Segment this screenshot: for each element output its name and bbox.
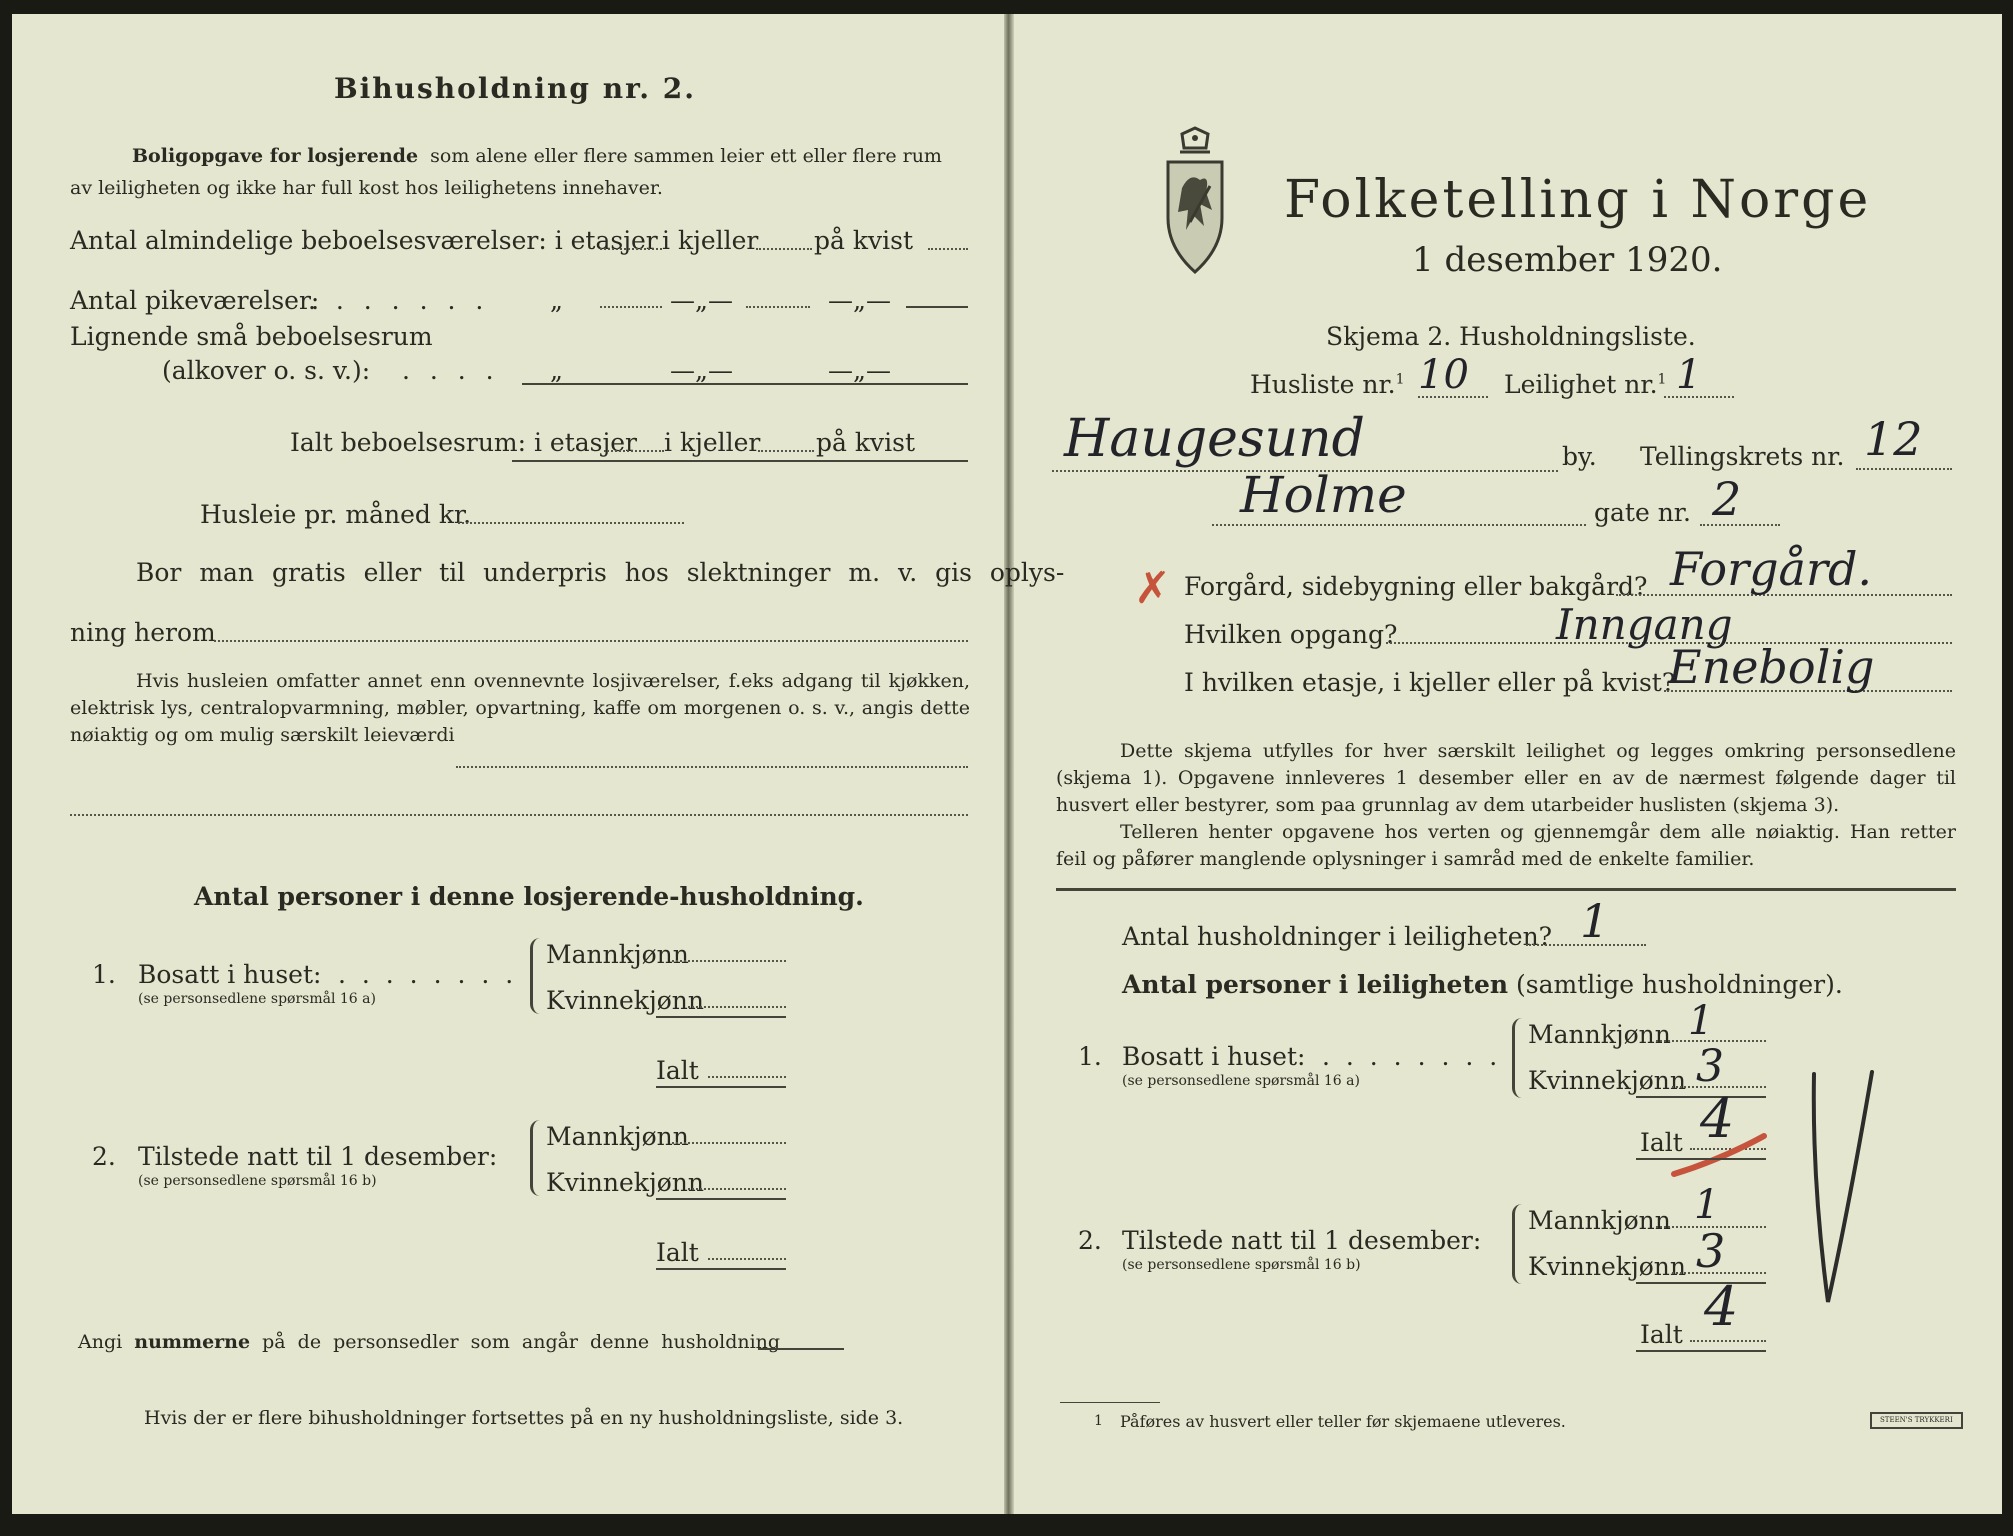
- tellingskrets-label: Tellingskrets nr.: [1640, 442, 1845, 471]
- paa-kvist-label-1: på kvist: [814, 226, 913, 255]
- right-q1-brace: [1512, 1018, 1529, 1098]
- field-leieverdi[interactable]: [456, 766, 968, 768]
- right-q2-sum-line: [1636, 1282, 1766, 1284]
- right-q1-leader: . . . . . . . .: [1322, 1042, 1502, 1071]
- right-q2-ialt-label: Ialt: [1640, 1320, 1683, 1349]
- i-kjeller-label-2: i kjeller: [664, 428, 761, 457]
- field-pike-etasjer[interactable]: [600, 306, 662, 308]
- right-q2-kvinne-label: Kvinnekjønn: [1528, 1252, 1686, 1281]
- right-date: 1 desember 1920.: [1412, 240, 1723, 280]
- left-q1-ialt-label: Ialt: [656, 1056, 699, 1085]
- left-q1-kvinne-field[interactable]: [688, 1006, 786, 1008]
- left-q1-mann-field[interactable]: [672, 960, 786, 962]
- hw-opgang: Inngang: [1556, 600, 1733, 649]
- husleie-info-line-1: Hvis husleien omfatter annet enn ovennevnte losjiværelser, f.eks adgang til kjøkken,: [136, 670, 970, 692]
- field-kvist-1[interactable]: [928, 248, 968, 250]
- opgang-question: Hvilken opgang?: [1184, 620, 1398, 649]
- right-q1-note: (se personsedlene spørsmål 16 a): [1122, 1073, 1360, 1089]
- left-q1-leader: . . . . . . . .: [338, 960, 518, 989]
- husleie-info-line-3: nøiaktig og om mulig særskilt leieværdi: [70, 724, 455, 746]
- leilighet-label: [1504, 370, 1666, 400]
- instructions-line-2: (skjema 1). Opgavene innleveres 1 desember eller en av de nærmest følgende dager til: [1056, 767, 1956, 789]
- right-q1-kvinne-label: Kvinnekjønn: [1528, 1066, 1686, 1095]
- field-husleie[interactable]: [458, 522, 684, 524]
- ditto-4: „: [550, 356, 563, 385]
- antal-hush-question: Antal husholdninger i leiligheten?: [1122, 922, 1553, 951]
- ditto-3: —„—: [828, 286, 891, 315]
- left-q1-ialt-line: [656, 1086, 786, 1088]
- husliste-label-text: Husliste nr.: [1250, 370, 1396, 399]
- field-street[interactable]: [1212, 524, 1586, 526]
- rooms-lignende-label-1: Lignende små beboelsesrum: [70, 322, 433, 351]
- right-q2-ialt-line: [1636, 1350, 1766, 1352]
- field-etasjer-1[interactable]: [600, 248, 662, 250]
- hw-tilstede-kvinne: 3: [1696, 1224, 1726, 1278]
- instructions: [1056, 738, 1956, 873]
- hw-bosatt-kvinne: 3: [1696, 1041, 1724, 1092]
- field-pike-kjeller[interactable]: [746, 306, 810, 308]
- angi-post: på de personsedler som angår denne husholdning: [262, 1331, 781, 1353]
- i-kjeller-label-1: i kjeller: [662, 226, 759, 255]
- tally-check-icon: [1808, 1062, 1878, 1312]
- ditto-1: „: [550, 286, 563, 315]
- instructions-divider: [1056, 888, 1956, 891]
- field-bor-gratis[interactable]: [214, 640, 968, 642]
- left-q2-num: 2.: [92, 1142, 116, 1171]
- left-q1-ialt-field[interactable]: [708, 1076, 786, 1078]
- hw-city: Haugesund: [1064, 409, 1365, 469]
- bor-gratis-line-1: Bor man gratis eller til underpris hos slektninger m. v. gis oplys-: [136, 558, 1065, 587]
- left-q2-kvinne-field[interactable]: [688, 1188, 786, 1190]
- angi-field[interactable]: [758, 1348, 844, 1350]
- hw-check-mark: ✗: [1134, 563, 1171, 614]
- husleie-info-line-2: elektrisk lys, centralopvarmning, møbler, opvartning, kaffe om morgenen o. s. v., angis dette: [70, 697, 970, 719]
- right-q2-note: (se personsedlene spørsmål 16 b): [1122, 1257, 1361, 1273]
- right-q1-mann-label: Mannkjønn: [1528, 1020, 1671, 1049]
- hw-gate-nr: 2: [1712, 472, 1742, 526]
- field-tellingskrets-nr[interactable]: [1856, 468, 1952, 470]
- hw-leilighet-nr: 1: [1676, 352, 1702, 398]
- antal-pers-heading: [1122, 970, 1843, 1000]
- page-fold: [1004, 14, 1014, 1514]
- right-q1-label: Bosatt i huset:: [1122, 1042, 1306, 1071]
- angi-line: [78, 1330, 780, 1354]
- hw-bosatt-mann: 1: [1688, 998, 1714, 1044]
- left-q2-ialt-field[interactable]: [708, 1258, 786, 1260]
- red-check-stroke-icon: [1670, 1130, 1770, 1180]
- left-footer: Hvis der er flere bihusholdninger fortsettes på en ny husholdningsliste, side 3.: [144, 1407, 904, 1429]
- rooms-pike-label: Antal pikeværelser:: [70, 286, 320, 315]
- right-q2-ialt-field[interactable]: [1690, 1340, 1766, 1342]
- intro-line-2: av leiligheten og ikke har full kost hos leilighetens innehaver.: [70, 177, 663, 199]
- rooms-lignende-label-2: (alkover o. s. v.):: [162, 356, 371, 385]
- angi-bold: nummerne: [134, 1331, 251, 1353]
- gate-label: gate nr.: [1594, 498, 1691, 527]
- intro-line-1-rest: som alene eller flere sammen leier ett eller flere rum: [430, 145, 942, 167]
- angi-pre: Angi: [78, 1331, 123, 1353]
- hw-antal-hush: 1: [1580, 894, 1610, 948]
- right-q2-label: Tilstede natt til 1 desember:: [1122, 1226, 1482, 1255]
- right-q2-num: 2.: [1078, 1226, 1102, 1255]
- antal-pers-bold: Antal personer i leiligheten: [1122, 970, 1509, 999]
- left-q2-note: (se personsedlene spørsmål 16 b): [138, 1173, 377, 1189]
- husliste-footnote-mark: 1: [1395, 371, 1405, 388]
- paa-kvist-label-2: på kvist: [816, 428, 915, 457]
- rooms-almindelige-label: Antal almindelige beboelsesværelser: i etasjer: [70, 226, 658, 255]
- field-pike-kvist[interactable]: [906, 306, 968, 308]
- field-ialt-kjeller[interactable]: [758, 450, 814, 452]
- intro-bold-lead: Boligopgave for losjerende: [132, 145, 419, 167]
- right-title: Folketelling i Norge: [1284, 170, 1872, 230]
- left-q2-ialt-label: Ialt: [656, 1238, 699, 1267]
- hw-husliste-nr: 10: [1418, 352, 1469, 398]
- instructions-line-1: Dette skjema utfylles for hver særskilt leilighet og legges omkring personsedlene: [1120, 740, 1956, 762]
- right-q1-ialt-label: Ialt: [1640, 1128, 1683, 1157]
- forgaard-question: Forgård, sidebygning eller bakgård?: [1184, 572, 1648, 601]
- rooms-ialt-label: Ialt beboelsesrum: i etasjer: [290, 428, 638, 457]
- hw-etasje: Enebolig: [1668, 640, 1875, 694]
- instructions-line-3: husvert eller bestyrer, som paa grunnlag av dem utarbeider huslisten (skjema 3).: [1056, 794, 1840, 816]
- left-q1-num: 1.: [92, 960, 116, 989]
- intro-line-1: [132, 144, 942, 168]
- field-kjeller-1[interactable]: [756, 248, 812, 250]
- instructions-line-5: feil og påfører manglende oplysninger i samråd med de enkelte familier.: [1056, 848, 1755, 870]
- field-ialt-etasjer[interactable]: [604, 450, 664, 452]
- ditto-6: —„—: [828, 356, 891, 385]
- bor-gratis-line-2: ning herom: [70, 618, 216, 647]
- leader-dots-1: . . . . . . .: [308, 286, 490, 315]
- left-q1-mann-label: Mannkjønn: [546, 940, 689, 969]
- coat-of-arms-icon: [1160, 126, 1230, 276]
- left-q1-sum-line: [656, 1016, 786, 1018]
- left-q1-note: (se personsedlene spørsmål 16 a): [138, 991, 376, 1007]
- hw-forgaard: Forgård.: [1670, 542, 1873, 596]
- husleie-info: [70, 668, 970, 749]
- right-q2-mann-label: Mannkjønn: [1528, 1206, 1671, 1235]
- left-q1-label: Bosatt i huset:: [138, 960, 322, 989]
- right-q1-ialt-line: [1636, 1158, 1766, 1160]
- left-q2-label: Tilstede natt til 1 desember:: [138, 1142, 498, 1171]
- persons-heading: Antal personer i denne losjerende-husholdning.: [194, 882, 864, 911]
- field-leieverdi-2[interactable]: [70, 814, 968, 816]
- right-q2-brace: [1512, 1204, 1529, 1284]
- left-q2-kvinne-label: Kvinnekjønn: [546, 1168, 704, 1197]
- husliste-label: [1250, 370, 1405, 400]
- husleie-label: Husleie pr. måned kr.: [200, 500, 472, 529]
- left-q2-mann-field[interactable]: [672, 1142, 786, 1144]
- hw-bosatt-ialt: 4: [1700, 1087, 1735, 1150]
- by-label: by.: [1562, 442, 1597, 471]
- left-q2-sum-line: [656, 1198, 786, 1200]
- printer-stamp: STEEN'S TRYKKERI: [1870, 1412, 1963, 1429]
- instructions-line-4: Telleren henter opgavene hos verten og gjennemgår dem alle nøiaktig. Han retter: [1120, 821, 1956, 843]
- right-q1-num: 1.: [1078, 1042, 1102, 1071]
- left-q2-brace: [530, 1120, 547, 1196]
- leilighet-footnote-mark: 1: [1657, 371, 1667, 388]
- left-q1-kvinne-label: Kvinnekjønn: [546, 986, 704, 1015]
- left-q2-mann-label: Mannkjønn: [546, 1122, 689, 1151]
- footnote-text: Påføres av husvert eller teller før skjemaene utleveres.: [1120, 1412, 1566, 1431]
- leilighet-label-text: Leilighet nr.: [1504, 370, 1658, 399]
- hw-street: Holme: [1240, 466, 1407, 524]
- skjema-label: Skjema 2. Husholdningsliste.: [1326, 322, 1696, 351]
- left-q2-ialt-line: [656, 1268, 786, 1270]
- antal-pers-rest: (samtlige husholdninger).: [1516, 970, 1843, 999]
- left-q1-brace: [530, 938, 547, 1014]
- hw-tilstede-mann: 1: [1694, 1182, 1720, 1228]
- leader-dots-2: . . . .: [402, 356, 500, 385]
- footnote-mark: 1: [1094, 1413, 1103, 1429]
- footnote-rule: [1060, 1402, 1160, 1403]
- hw-tilstede-ialt: 4: [1704, 1275, 1739, 1338]
- lignende-underline: [522, 383, 968, 385]
- ditto-5: —„—: [670, 356, 733, 385]
- ditto-2: —„—: [670, 286, 733, 315]
- hw-tellingskrets-nr: 12: [1864, 412, 1923, 466]
- ialt-underline: [512, 460, 968, 462]
- etasje-question: I hvilken etasje, i kjeller eller på kvist?: [1184, 668, 1676, 697]
- left-title: Bihusholdning nr. 2.: [334, 72, 696, 105]
